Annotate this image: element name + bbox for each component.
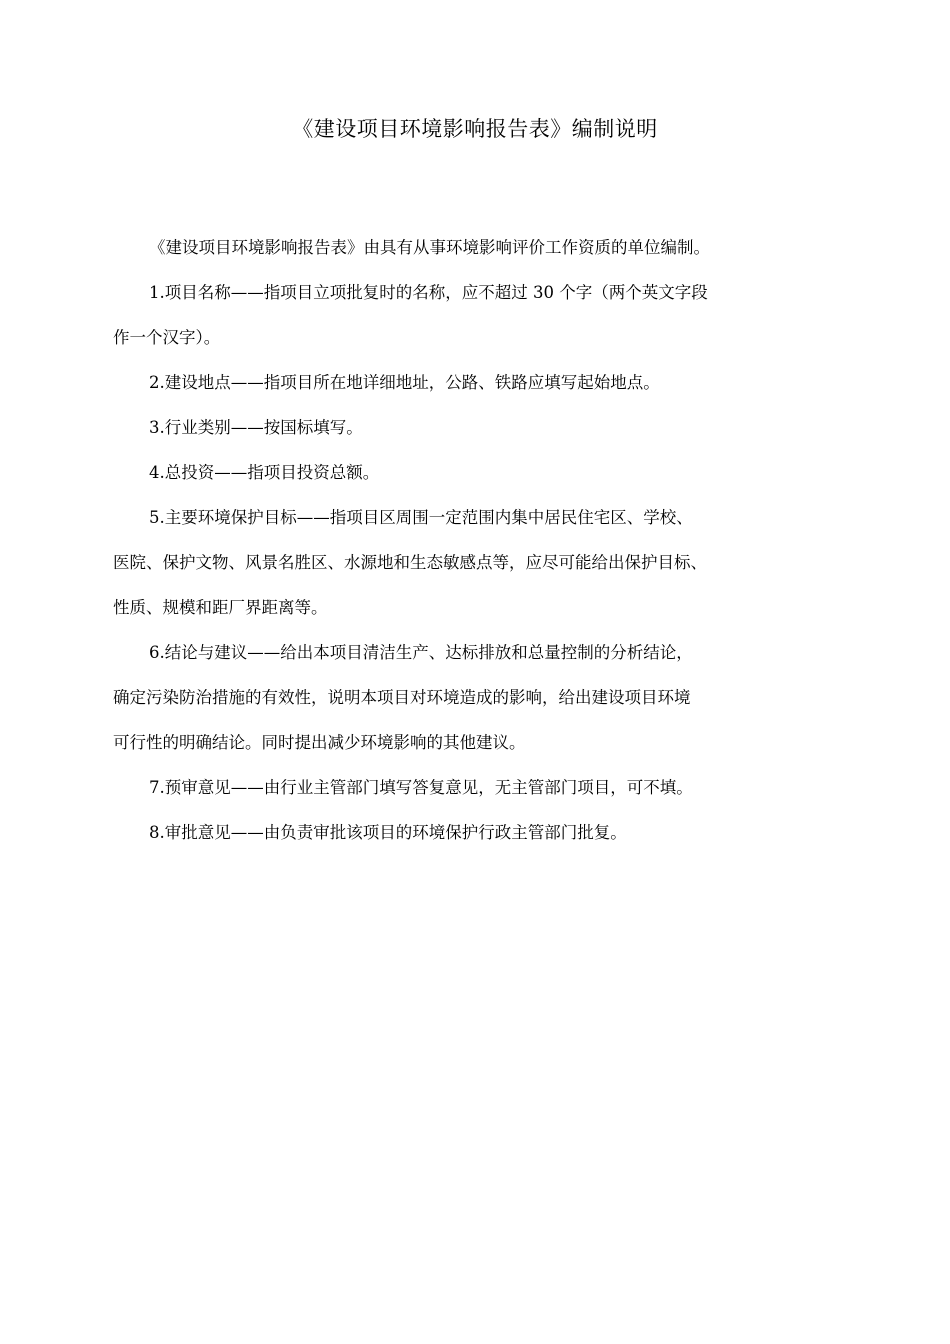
document-body: [113, 225, 813, 855]
paragraph-item-5: 5.主要环境保护目标——指项目区周围一定范围内集中居民住宅区、学校、 医院、保护文物、风景名胜区、水源地和生态敏感点等，应尽可能给出保护目标、 性质、规模和距厂界距离等。: [113, 508, 707, 617]
document-title: 《建设项目环境影响报告表》编制说明: [292, 117, 658, 141]
paragraph-item-1: 1.项目名称——指项目立项批复时的名称，应不超过 30 个字（两个英文字段 作一个汉字）。: [113, 283, 708, 347]
paragraph-item-4: 4.总投资——指项目投资总额。: [149, 463, 380, 482]
paragraph-item-6: 6.结论与建议——给出本项目清洁生产、达标排放和总量控制的分析结论， 确定污染防治措施的有效性，说明本项目对环境造成的影响，给出建设项目环境 可行性的明确结论。同时提出减少环境影响的其他建议。: [113, 643, 693, 752]
paragraph-item-8: 8.审批意见——由负责审批该项目的环境保护行政主管部门批复。: [149, 823, 627, 842]
paragraph-item-7: 7.预审意见——由行业主管部门填写答复意见，无主管部门项目，可不填。: [149, 778, 693, 797]
paragraph-item-3: 3.行业类别——按国标填写。: [149, 418, 363, 437]
paragraph-intro: 《建设项目环境影响报告表》由具有从事环境影响评价工作资质的单位编制。: [149, 238, 710, 257]
paragraph-item-2: 2.建设地点——指项目所在地详细地址，公路、铁路应填写起始地点。: [149, 373, 660, 392]
